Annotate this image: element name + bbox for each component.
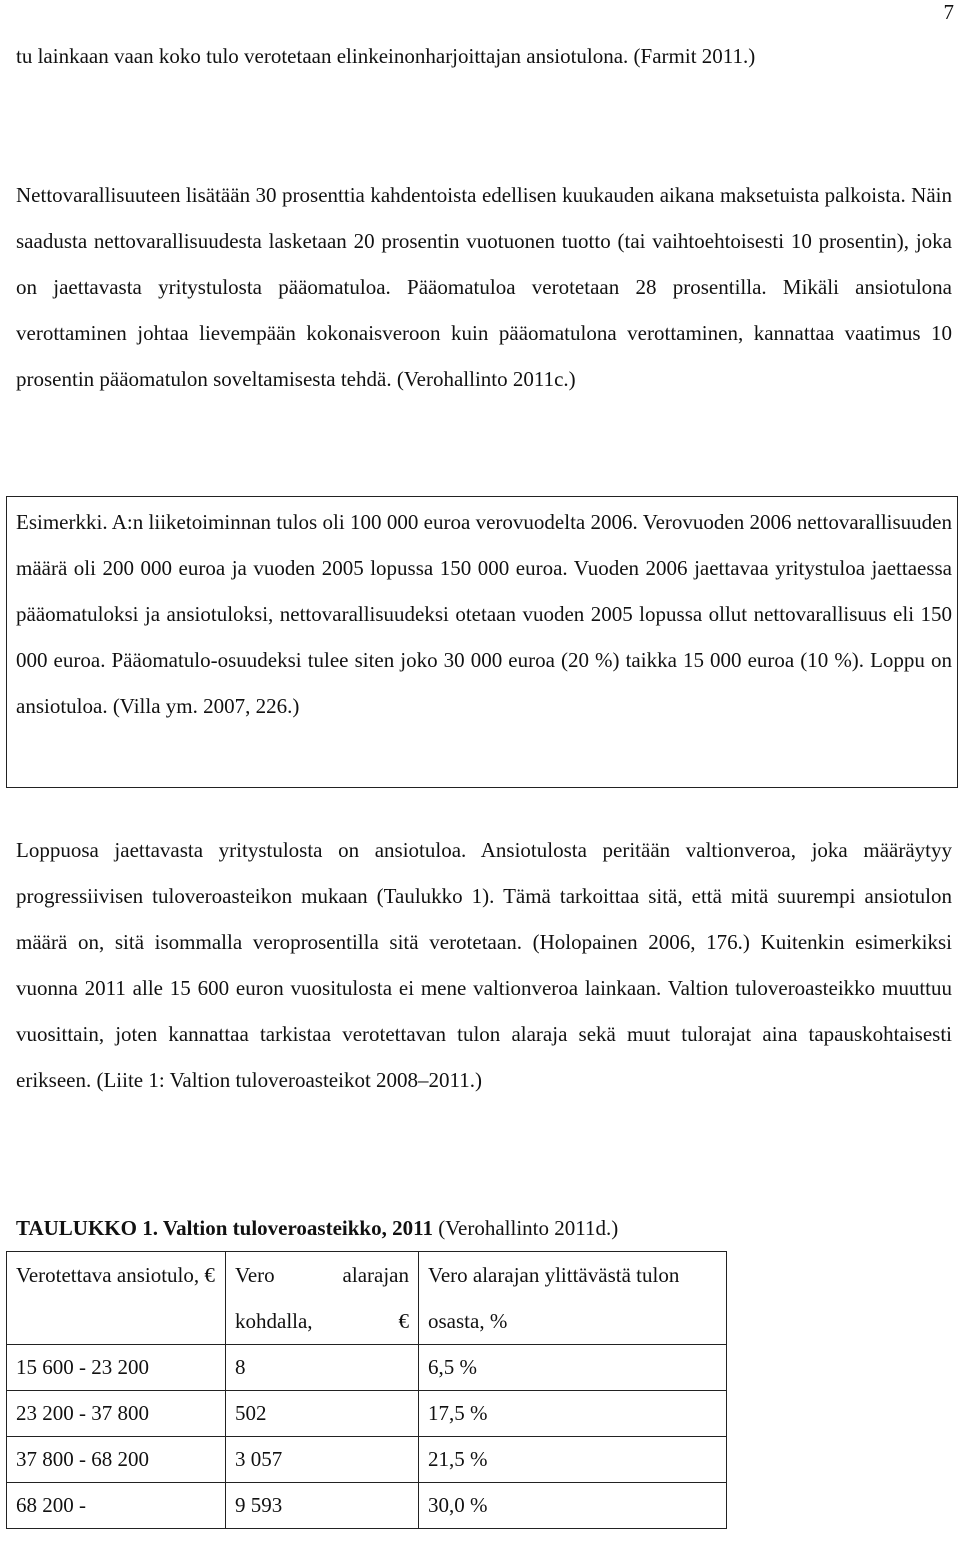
page-number: 7 [943,0,954,24]
tax-rate-table [6,1251,727,1529]
table-header-row [7,1252,727,1345]
paragraph-farmit: tu lainkaan vaan koko tulo verotetaan elinkeinonharjoittajan ansiotulona. (Farmit 2011.) [16,44,756,68]
example-text: Esimerkki. A:n liiketoiminnan tulos oli 100 000 euroa verovuodelta 2006. Verovuoden 2006 nettovarallisuuden määrä oli 200 000 euroa ja vuoden 2005 lopussa 150 000 euroa. Vuoden 2006 jaettavaa yritystuloa jaettaessa pääomatuloksi ja ansiotuloksi, nettovarallisuudeksi otetaan vuoden 2005 lopussa ollut nettovarallisuus eli 150 000 euroa. Pääomatulo-osuudeksi tulee siten joko 30 000 euroa (20 %) taikka 15 000 euroa (10 %). Loppu on ansiotuloa. (Villa ym. 2007, 226.) [16,510,952,718]
table-caption-source: (Verohallinto 2011d.) [432,1216,619,1240]
table-row [7,1437,727,1483]
table-cell: 15 600 - 23 200 [7,1345,226,1391]
paragraph-nettovarallisuus: Nettovarallisuuteen lisätään 30 prosenttia kahdentoista edellisen kuukauden aikana maksetuista palkoista. Näin saadusta nettovarallisuudesta lasketaan 20 prosentin vuotuonen tuotto (tai vaihtoehtoisesti 10 prosentin), joka on jaettavasta yritystulosta pääomatuloa. Pääomatuloa verotetaan 28 prosentilla. Mikäli ansiotulona verottaminen johtaa lievempään kokonaisveroon kuin pääomatulona verottaminen, kannattaa vaatimus 10 prosentin pääomatulon soveltamisesta tehdä. (Verohallinto 2011c.) [16,183,952,391]
header-taxable-income: Verotettava ansiotulo, € [7,1252,226,1345]
example-box [6,496,958,788]
header-rate-above-limit: Vero alarajan ylittävästä tulon osasta, % [419,1252,727,1345]
table-cell: 30,0 % [419,1483,727,1529]
table-cell: 9 593 [226,1483,419,1529]
table-caption [16,1205,618,1251]
table-cell: 502 [226,1391,419,1437]
table-cell: 68 200 - [7,1483,226,1529]
table-cell: 6,5 % [419,1345,727,1391]
table-cell: 3 057 [226,1437,419,1483]
paragraph-ansiotulo: Loppuosa jaettavasta yritystulosta on ansiotuloa. Ansiotulosta peritään valtionveroa, joka määräytyy progressiivisen tuloveroasteikon mukaan (Taulukko 1). Tämä tarkoittaa sitä, että mitä suurempi ansiotulon määrä on, sitä isommalla veroprosentilla sitä verotetaan. (Holopainen 2006, 176.) Kuitenkin esimerkiksi vuonna 2011 alle 15 600 euron vuositulosta ei mene valtionveroa lainkaan. Valtion tuloveroasteikko muuttuu vuosittain, joten kannattaa tarkistaa verotettavan tulon alaraja sekä muut tulorajat aina tapauskohtaisesti erikseen. (Liite 1: Valtion tuloveroasteikot 2008–2011.) [16,838,952,1092]
table-cell: 23 200 - 37 800 [7,1391,226,1437]
table-row [7,1345,727,1391]
table-cell: 37 800 - 68 200 [7,1437,226,1483]
table-row [7,1391,727,1437]
table-cell: 8 [226,1345,419,1391]
table-cell: 17,5 % [419,1391,727,1437]
table-row [7,1483,727,1529]
header-tax-at-lower-limit: Vero alarajan kohdalla, € [226,1252,419,1345]
table-cell: 21,5 % [419,1437,727,1483]
table-caption-title: TAULUKKO 1. Valtion tuloveroasteikko, 2011 [16,1216,433,1240]
